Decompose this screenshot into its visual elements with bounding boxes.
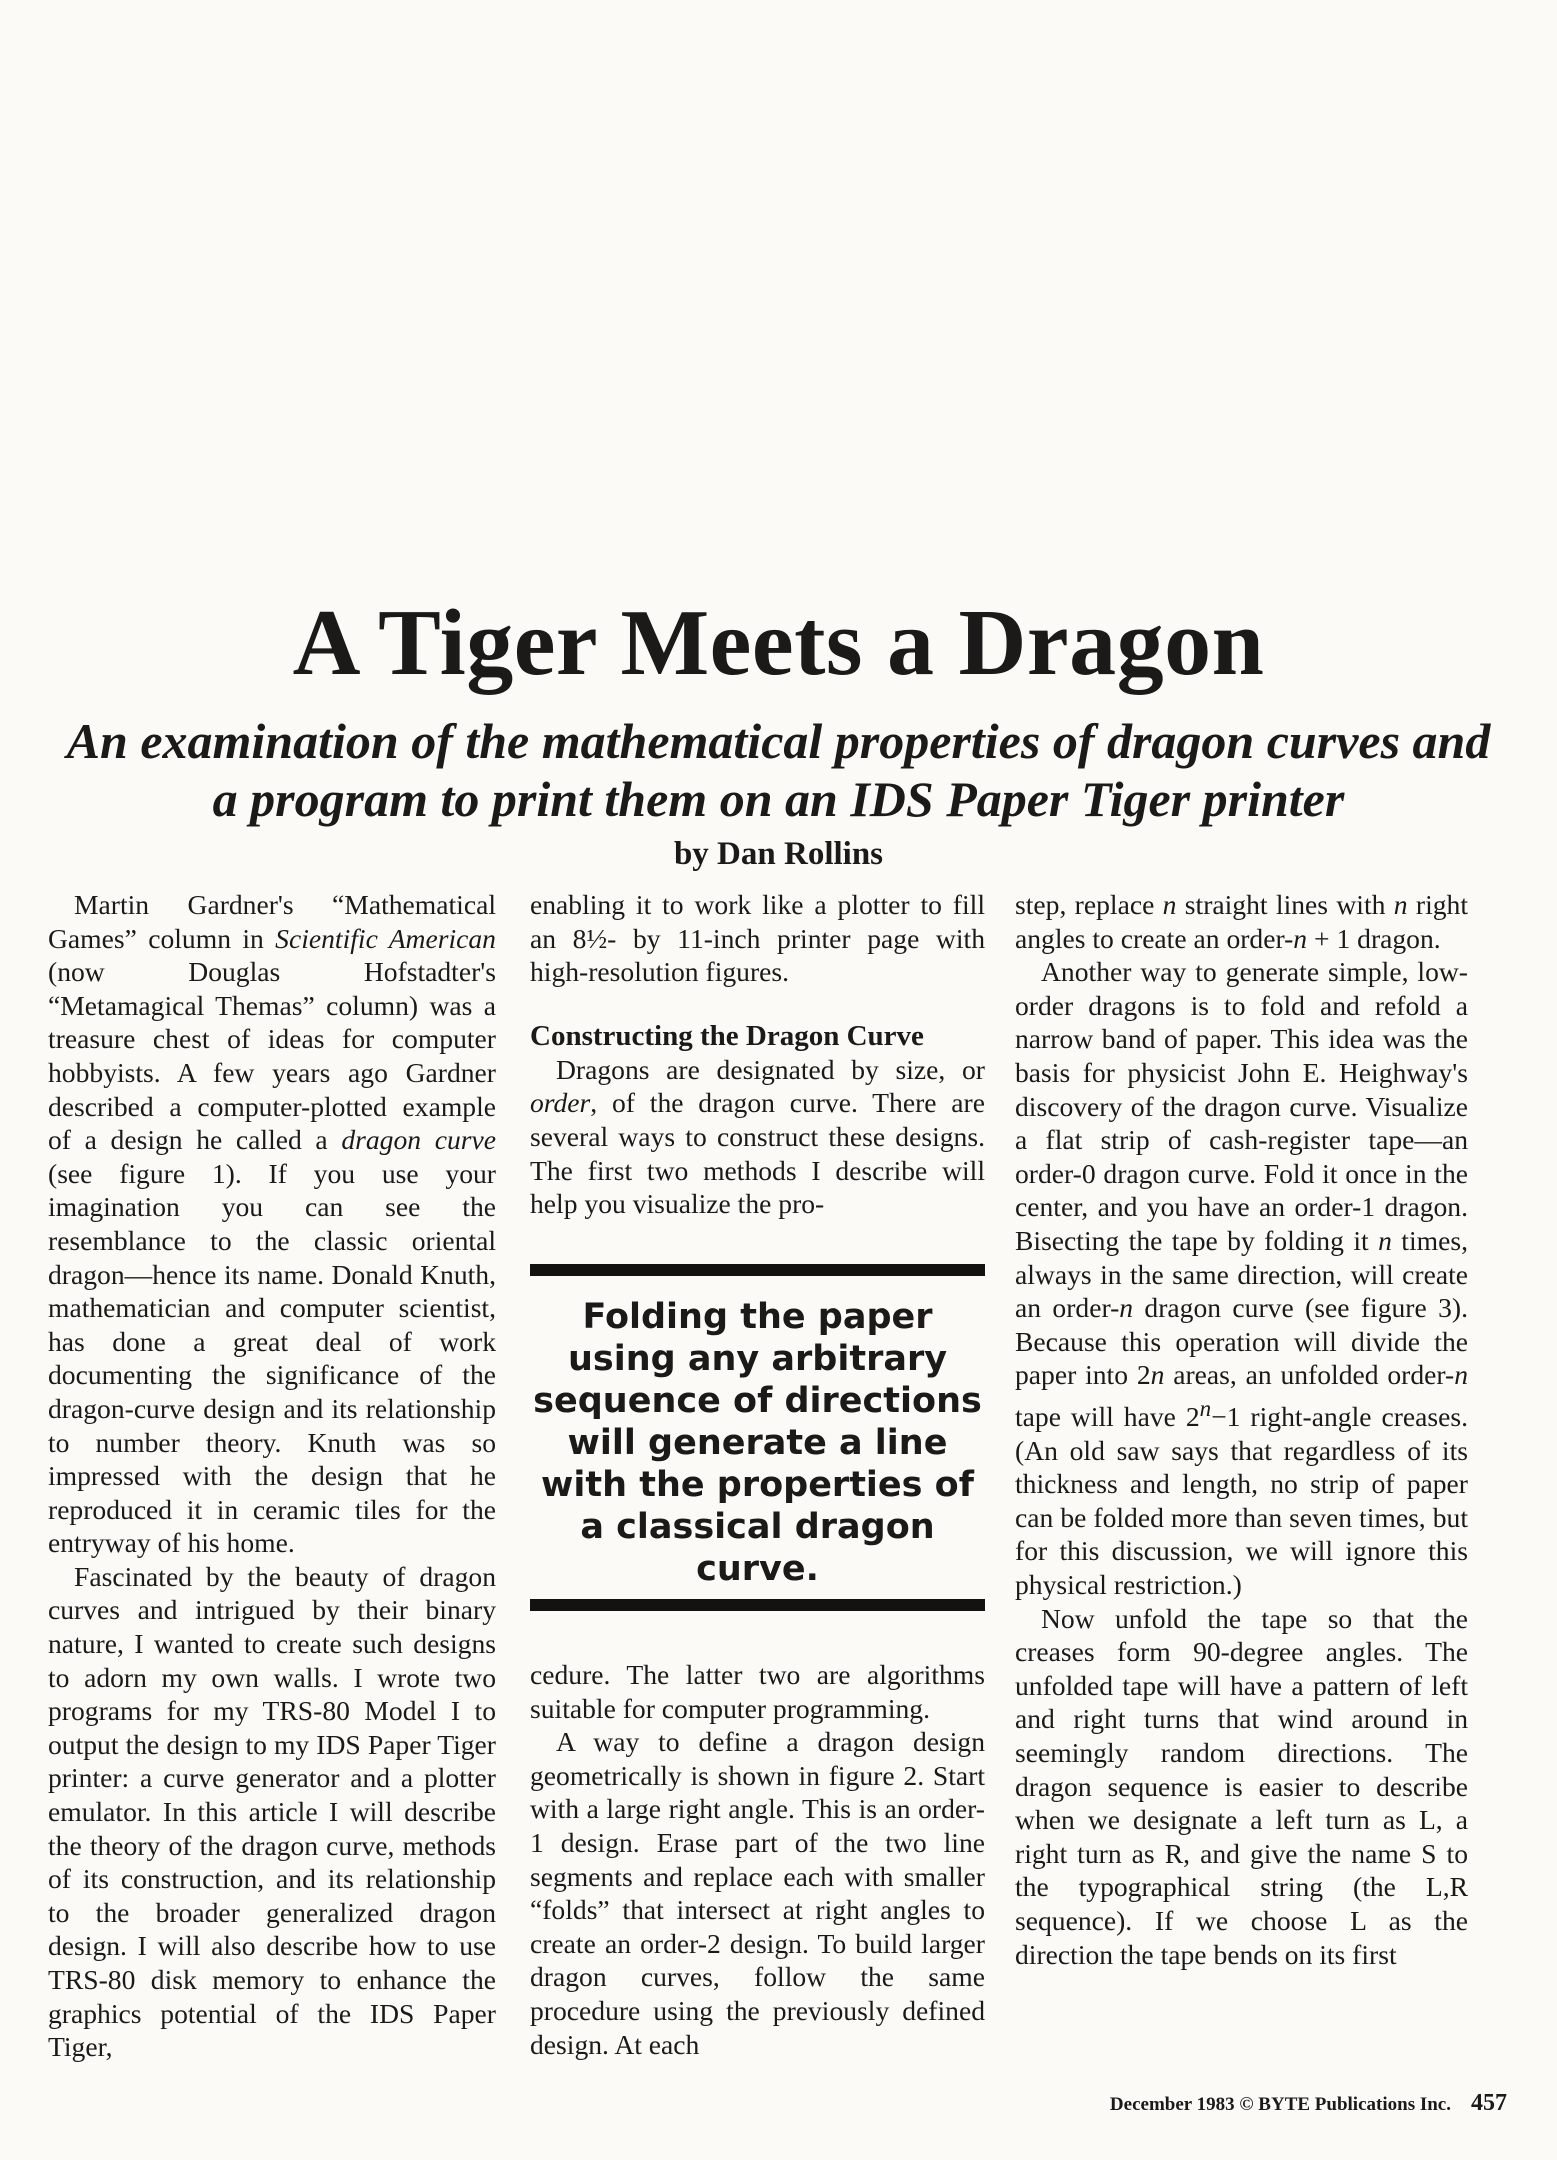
page-footer: [1110, 2090, 1507, 2118]
col3-p2-var-2: n: [1119, 1292, 1134, 1324]
col3-p2-text-c: dragon curve (see figure 3). Because this operation will divide the paper into 2: [1015, 1292, 1468, 1391]
footer-issue: December 1983 © BYTE Publications Inc.: [1109, 2094, 1451, 2115]
col3-p2-var-4: n: [1454, 1359, 1468, 1391]
col1-p1-text-a: Martin Gardner's “Mathematical Games” column in: [48, 889, 496, 954]
col3-p2-var-3: n: [1150, 1359, 1165, 1391]
article-subtitle: An examination of the mathematical properties of dragon curves and a program to print them on an IDS Paper Tiger printer: [66, 713, 1491, 827]
col3-p2-text-a: Another way to generate simple, low-order dragons is to fold and refold a narrow band of paper. This idea was the basis for physicist John E. Heighway's discovery of the dragon curve. Visualize a flat strip of cash-register tape—an order-0 dragon curve. Fold it once in the center, and you have an order-1 dragon. Bisecting the tape by folding it: [1015, 956, 1468, 1256]
col3-p2-text-b: times, always in the same direction, will create an order-: [1015, 1224, 1468, 1324]
col3-paragraph-2: [1015, 955, 1468, 1601]
col2-p2-text-a: Dragons are designated by size, or: [556, 1053, 985, 1085]
col3-p1-var-3: n: [1293, 922, 1308, 954]
col2-paragraph-3: cedure. The latter two are algorithms suitable for computer programming.: [530, 1659, 985, 1724]
column-3: [1015, 888, 1468, 1971]
col1-p1-text-c: (see figure 1). If you use your imagination you can see the resemblance to the classic oriental dragon—hence its name. Donald Knuth, mathematician and computer scientist, has done a great deal of work documenting the significance of the dragon-curve design and its relationship to number theory. Knuth was so impressed with the design that he reproduced it in ceramic tiles for the entryway of his home.: [48, 1157, 496, 1559]
col3-paragraph-3: Now unfold the tape so that the creases form 90-degree angles. The unfolded tape will have a pattern of left and right turns that wind around in seemingly random directions. The dragon sequence is easier to describe when we designate a left turn as L, a right turn as R, and give the name S to the typographical string (the L,R sequence). If we choose L as the direction the tape bends on its first: [1015, 1602, 1468, 1970]
column-2-bottom: [530, 1658, 985, 2061]
col2-paragraph-4: A way to define a dragon design geometrically is shown in figure 2. Start with a large right angle. This is an order-1 design. Erase part of the two line segments and replace each with smaller “folds” that intersect at right angles to create an order-2 design. To build larger dragon curves, follow the same procedure using the previously defined design. At each: [530, 1726, 985, 2060]
col3-p2-text-d: areas, an unfolded order-: [1164, 1359, 1455, 1391]
byline: by Dan Rollins: [673, 836, 884, 872]
col2-paragraph-1: enabling it to work like a plotter to fill an 8½- by 11-inch printer page with high-resolution figures.: [530, 889, 985, 988]
col3-p2-exponent-var: n: [1199, 1395, 1212, 1421]
col1-p1-publication: Scientific American: [275, 922, 496, 954]
col3-p2-exponent: [1200, 1396, 1212, 1421]
col2-p2-term: order: [530, 1087, 591, 1119]
col3-p1-var-1: n: [1162, 889, 1177, 920]
col2-paragraph-2: [530, 1053, 985, 1221]
col2-p2-text-b: , of the dragon curve. There are several ways to construct these designs. The first two methods I describe will help you visualize the pro-: [530, 1087, 985, 1220]
col3-p2-text-f: −1 right-angle creases. (An old saw says that regardless of its thickness and length, no strip of paper can be folded more than seven times, but for this discussion, we will ignore this physical restriction.): [1015, 1401, 1468, 1601]
col1-p1-term: dragon curve: [341, 1124, 496, 1156]
col3-p1-var-2: n: [1393, 889, 1408, 920]
col1-paragraph-1: [48, 888, 496, 1560]
column-2-top: [530, 888, 985, 1221]
col3-p1-text-d: + 1 dragon.: [1307, 922, 1441, 954]
pull-quote-text: Folding the paper using any arbitrary sequence of directions will generate a line with the properties of a classical dragon curve.: [533, 1297, 982, 1589]
col3-paragraph-1: [1015, 888, 1468, 955]
article-title: A Tiger Meets a Dragon: [292, 591, 1265, 695]
column-1: [48, 888, 496, 2064]
col3-p2-text-e: tape will have 2: [1015, 1401, 1200, 1433]
col3-p1-text-c: right angles to create an order-: [1015, 889, 1468, 954]
page-number: 457: [1471, 2090, 1507, 2116]
col3-p2-var-1: n: [1378, 1224, 1392, 1256]
col1-paragraph-2: Fascinated by the beauty of dragon curves and intrigued by their binary nature, I wanted to create such designs to adorn my own walls. I wrote two programs for my TRS-80 Model I to output the design to my IDS Paper Tiger printer: a curve generator and a plotter emulator. In this article I will describe the theory of the dragon curve, methods of its construction, and its relationship to the broader generalized dragon design. I will also describe how to use TRS-80 disk memory to enhance the graphics potential of the IDS Paper Tiger,: [48, 1560, 496, 2063]
section-heading: Constructing the Dragon Curve: [530, 1019, 924, 1052]
col1-p1-text-b: (now Douglas Hofstadter's “Metamagical Themas” column) was a treasure chest of ideas for computer hobbyists. A few years ago Gardner described a computer-plotted example of a design he called a: [48, 956, 496, 1156]
pull-quote: [530, 1264, 985, 1611]
col3-p1-text-b: straight lines with: [1176, 889, 1394, 920]
col3-p1-text-a: step, replace: [1015, 889, 1163, 920]
